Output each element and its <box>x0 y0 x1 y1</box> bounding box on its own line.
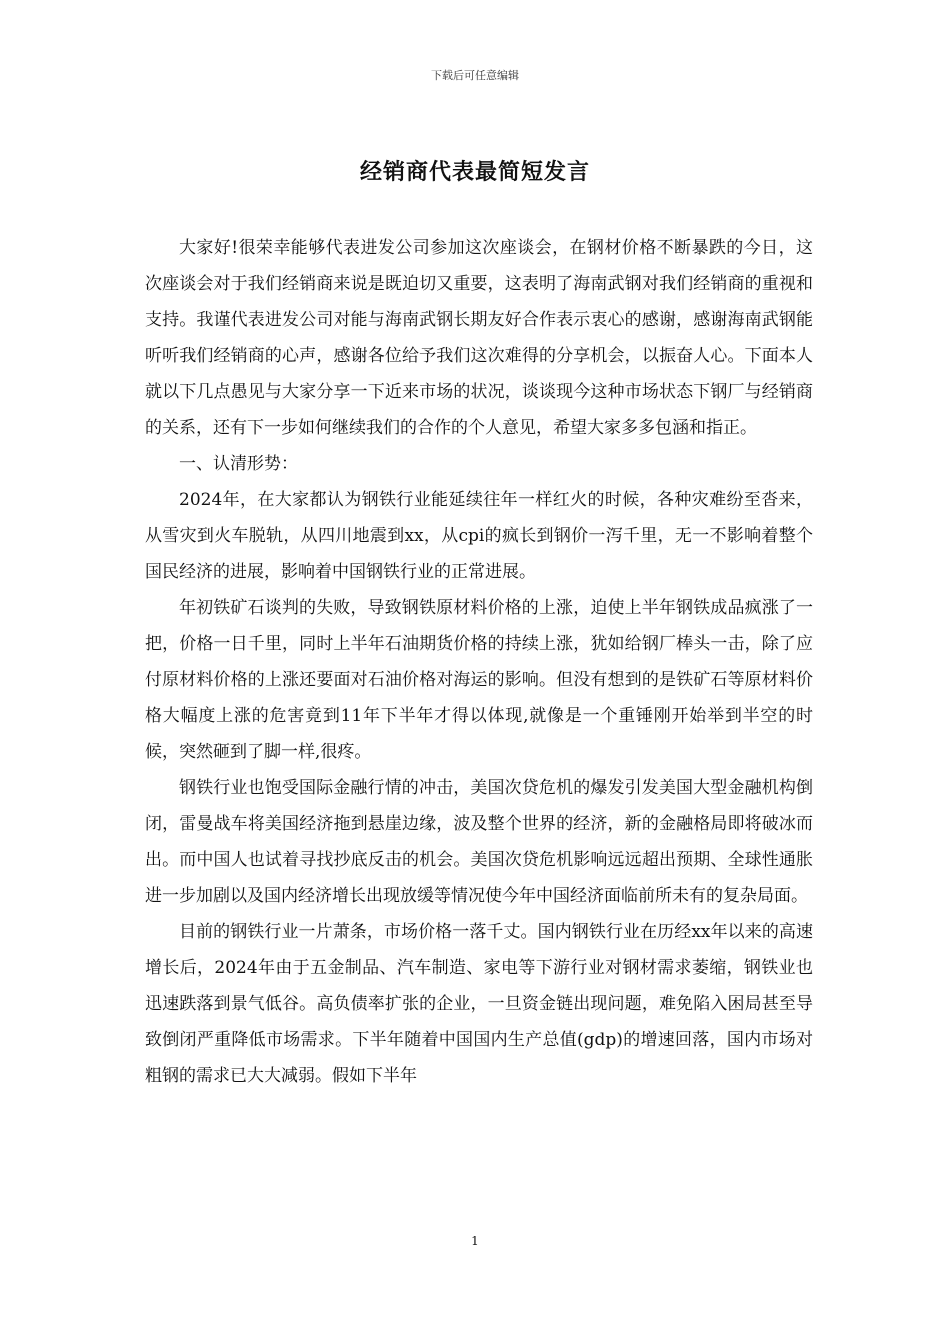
paragraph: 钢铁行业也饱受国际金融行情的冲击，美国次贷危机的爆发引发美国大型金融机构倒闭，雷曼战车将美国经济拖到悬崖边缘，波及整个世界的经济，新的金融格局即将破冰而出。而中国人也试着寻找抄底反击的机会。美国次贷危机影响远远超出预期、全球性通胀进一步加剧以及国内经济增长出现放缓等情况使今年中国经济面临前所未有的复杂局面。 <box>145 778 813 906</box>
document-title: 经销商代表最简短发言 <box>359 159 590 185</box>
document-body <box>145 230 813 1094</box>
paragraph: 年初铁矿石谈判的失败，导致钢铁原材料价格的上涨，迫使上半年钢铁成品疯涨了一把，价格一日千里，同时上半年石油期货价格的持续上涨，犹如给钢厂棒头一击，除了应付原材料价格的上涨还要面对石油价格对海运的影响。但没有想到的是铁矿石等原材料价格大幅度上涨的危害竟到11年下半年才得以体现,就像是一个重锤刚开始举到半空的时候，突然砸到了脚一样,很疼。 <box>145 598 813 762</box>
page-number: 1 <box>471 1234 479 1248</box>
paragraph-intro: 大家好!很荣幸能够代表进发公司参加这次座谈会，在钢材价格不断暴跌的今日，这次座谈会对于我们经销商来说是既迫切又重要，这表明了海南武钢对我们经销商的重视和支持。我谨代表进发公司对能与海南武钢长期友好合作表示衷心的感谢，感谢海南武钢能听听我们经销商的心声，感谢各位给予我们这次难得的分享机会，以振奋人心。下面本人就以下几点愚见与大家分享一下近来市场的状况，谈谈现今这种市场状态下钢厂与经销商的关系，还有下一步如何继续我们的合作的个人意见，希望大家多多包涵和指正。 <box>145 238 813 438</box>
paragraph: 2024年，在大家都认为钢铁行业能延续往年一样红火的时候，各种灾难纷至沓来，从雪灾到火车脱轨，从四川地震到xx，从cpi的疯长到钢价一泻千里，无一不影响着整个国民经济的进展，影响着中国钢铁行业的正常进展。 <box>145 490 813 582</box>
header-note: 下载后可任意编辑 <box>431 69 519 82</box>
section-heading: 一、认清形势： <box>179 454 298 474</box>
paragraph: 目前的钢铁行业一片萧条，市场价格一落千丈。国内钢铁行业在历经xx年以来的高速增长后，2024年由于五金制品、汽车制造、家电等下游行业对钢材需求萎缩，钢铁业也迅速跌落到景气低谷。高负债率扩张的企业，一旦资金链出现问题，难免陷入困局甚至导致倒闭严重降低市场需求。下半年随着中国国内生产总值(gdp)的增速回落，国内市场对粗钢的需求已大大减弱。假如下半年 <box>145 922 813 1086</box>
